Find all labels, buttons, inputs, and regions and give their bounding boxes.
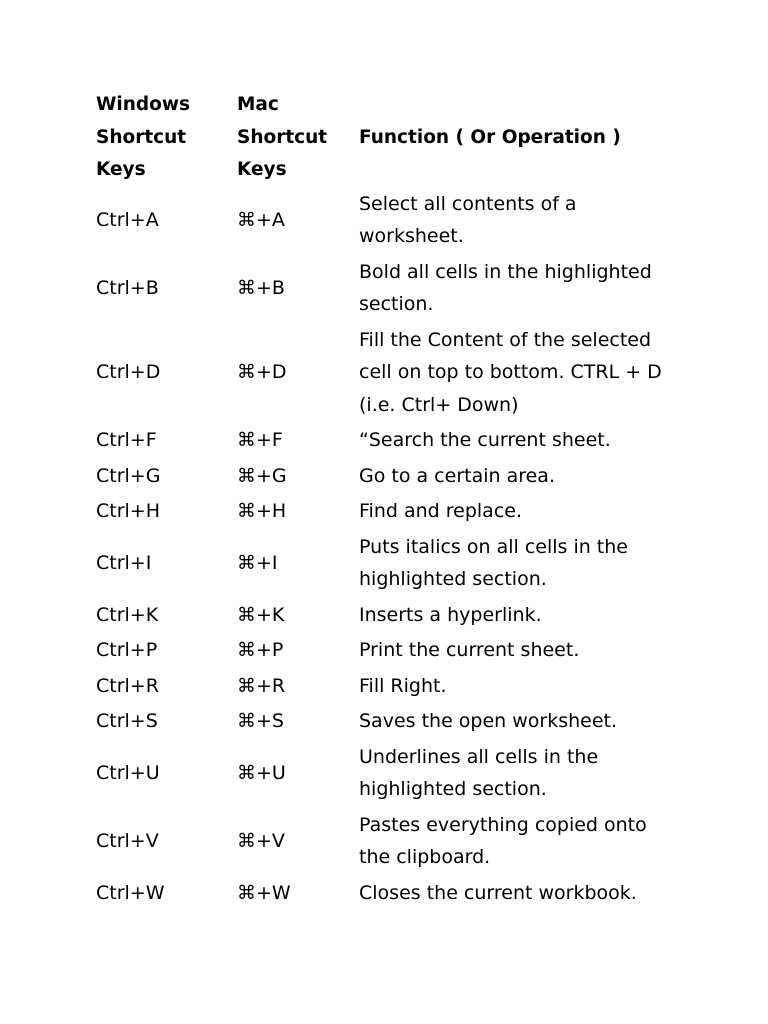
windows-shortcut-cell: Ctrl+B bbox=[96, 276, 159, 299]
table-header-row bbox=[90, 89, 680, 187]
mac-shortcut-cell: ⌘+V bbox=[237, 829, 285, 852]
windows-shortcut-cell: Ctrl+V bbox=[96, 829, 159, 852]
windows-shortcut-cell: Ctrl+G bbox=[96, 464, 161, 487]
table-row bbox=[90, 808, 680, 876]
windows-shortcut-cell: Ctrl+U bbox=[96, 761, 160, 784]
windows-shortcut-cell: Ctrl+I bbox=[96, 551, 152, 574]
mac-shortcut-cell: ⌘+B bbox=[237, 276, 285, 299]
function-cell: Closes the current workbook. bbox=[359, 881, 637, 904]
mac-shortcut-cell: ⌘+S bbox=[237, 710, 284, 732]
windows-shortcut-cell: Ctrl+P bbox=[96, 639, 158, 661]
function-cell: Fill the Content of the selected cell on top to bottom. CTRL + D (i.e. Ctrl+ Down) bbox=[359, 328, 662, 416]
table-row bbox=[90, 494, 680, 530]
table-row bbox=[90, 633, 680, 669]
windows-shortcut-cell: Ctrl+F bbox=[96, 429, 157, 451]
shortcut-table bbox=[90, 89, 680, 911]
header-function: Function ( Or Operation ) bbox=[359, 126, 621, 148]
table-row bbox=[90, 530, 680, 598]
windows-shortcut-cell: Ctrl+A bbox=[96, 208, 159, 231]
function-cell: Bold all cells in the highlighted section. bbox=[359, 260, 652, 315]
mac-shortcut-cell: ⌘+I bbox=[237, 551, 278, 574]
table-body bbox=[90, 187, 680, 912]
header-mac-shortcut-keys bbox=[231, 89, 353, 187]
mac-shortcut-cell: ⌘+K bbox=[237, 603, 285, 626]
table-row bbox=[90, 704, 680, 740]
mac-shortcut-cell: ⌘+D bbox=[237, 361, 287, 383]
mac-shortcut-cell: ⌘+W bbox=[237, 881, 291, 904]
function-cell: Pastes everything copied onto the clipboard. bbox=[359, 813, 647, 868]
header-mac-line-1: Mac bbox=[237, 94, 279, 115]
table-row bbox=[90, 423, 680, 459]
table-row bbox=[90, 598, 680, 634]
function-cell: Find and replace. bbox=[359, 500, 522, 522]
function-cell: Go to a certain area. bbox=[359, 464, 555, 487]
mac-shortcut-cell: ⌘+A bbox=[237, 208, 285, 231]
mac-shortcut-cell: ⌘+R bbox=[237, 674, 286, 697]
mac-shortcut-cell: ⌘+G bbox=[237, 464, 287, 487]
header-mac-line-3: Keys bbox=[237, 159, 287, 180]
table-row bbox=[90, 740, 680, 808]
windows-shortcut-cell: Ctrl+R bbox=[96, 674, 159, 697]
function-cell: Underlines all cells in the highlighted section. bbox=[359, 745, 599, 800]
header-windows-line-3: Keys bbox=[96, 159, 146, 180]
table-row bbox=[90, 187, 680, 255]
table-row bbox=[90, 876, 680, 912]
windows-shortcut-cell: Ctrl+S bbox=[96, 710, 158, 732]
function-cell: Fill Right. bbox=[359, 674, 447, 697]
mac-shortcut-cell: ⌘+F bbox=[237, 429, 283, 451]
header-windows-line-2: Shortcut bbox=[96, 126, 187, 148]
mac-shortcut-cell: ⌘+H bbox=[237, 500, 287, 522]
table-row bbox=[90, 323, 680, 424]
windows-shortcut-cell: Ctrl+D bbox=[96, 361, 161, 383]
mac-shortcut-cell: ⌘+P bbox=[237, 639, 284, 661]
windows-shortcut-cell: Ctrl+H bbox=[96, 500, 161, 522]
header-mac-line-2: Shortcut bbox=[237, 126, 328, 148]
windows-shortcut-cell: Ctrl+W bbox=[96, 881, 165, 904]
function-cell: Saves the open worksheet. bbox=[359, 710, 618, 732]
table-row bbox=[90, 255, 680, 323]
mac-shortcut-cell: ⌘+U bbox=[237, 761, 286, 784]
header-windows-line-1: Windows bbox=[96, 94, 190, 115]
table-row bbox=[90, 669, 680, 705]
function-cell: Puts italics on all cells in the highlighted section. bbox=[359, 535, 628, 590]
windows-shortcut-cell: Ctrl+K bbox=[96, 603, 159, 626]
function-cell: Inserts a hyperlink. bbox=[359, 603, 542, 626]
table-row bbox=[90, 459, 680, 495]
function-cell: Print the current sheet. bbox=[359, 639, 580, 661]
function-cell: “Search the current sheet. bbox=[359, 429, 611, 451]
header-windows-shortcut-keys bbox=[90, 89, 231, 187]
function-cell: Select all contents of a worksheet. bbox=[359, 192, 577, 247]
